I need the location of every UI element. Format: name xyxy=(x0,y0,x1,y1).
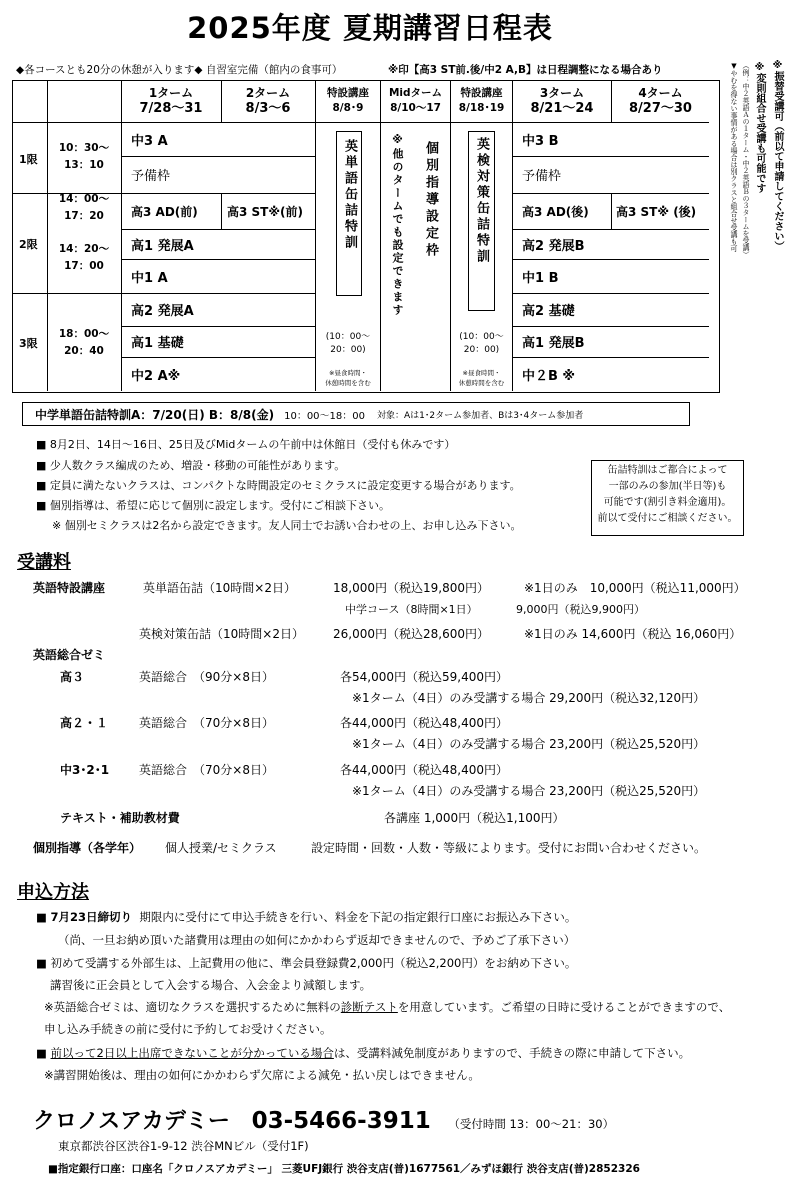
time-period1: 10：30〜 13：10 xyxy=(58,142,110,171)
header-term3: 3ターム 8/21〜24 xyxy=(530,86,594,116)
fee-oneterm: ※1ターム（4日）のみ受講する場合 29,200円（税込32,120円） xyxy=(352,691,706,705)
fee-note: 設定時間・回数・人数・等級によります。受付にお問い合わせください。 xyxy=(311,841,707,855)
fee-oneday: ※1日のみ 14,600円（税込 16,060円） xyxy=(524,627,742,641)
special1-time: (10：00〜 20：00) xyxy=(325,332,371,355)
class-cell: 中1 B xyxy=(522,270,559,286)
special1-note: ※昼食時間・ 休憩時間を含む xyxy=(325,369,371,387)
notice-bullet: ※ 個別セミクラスは2名から設定できます。友人同士でお誘い合わせの上、お申し込み下さい。 xyxy=(52,519,522,532)
fee-price: 各44,000円（税込48,400円） xyxy=(340,716,508,730)
fee-course: 個人授業/セミクラス xyxy=(165,841,277,855)
period-2: 2限 xyxy=(19,238,38,251)
class-cell: 中2 A※ xyxy=(131,368,181,384)
apply-line: （尚、一旦お納め頂いた諸費用は理由の如何にかかわらず返却できませんので、予めご了承下さい） xyxy=(58,933,576,947)
junior-camp-banner: 中学単語缶詰特訓 A：7/20(日) B：8/8(金) 10：00〜18：00 対象：Aは1･2ターム参加者、Bは3･4ターム参加者 xyxy=(22,402,690,426)
apply-line: 講習後に正会員として入会する場合、入会金より減額します。 xyxy=(50,978,372,992)
top-note-left: ◆各コースとも20分の休憩が入ります◆ 自習室完備（館内の食事可） xyxy=(16,64,343,76)
mid-note: ※他のタームでも設定できます xyxy=(391,133,404,317)
phone-number: 03-5466-3911 xyxy=(251,1108,431,1134)
side-note-transfer: ※振替受講可（前以て申請してください） xyxy=(772,60,783,251)
fee-course: 英単語缶詰（10時間×2日） xyxy=(143,581,296,595)
special2-note: ※昼食時間・ 休憩時間を含む xyxy=(458,369,505,387)
fee-oneterm: ※1ターム（4日）のみ受講する場合 23,200円（税込25,520円） xyxy=(352,737,706,751)
reception-hours: （受付時間 13：00〜21：30） xyxy=(448,1117,615,1131)
apply-line: ■ 前以って2日以上出席できないことが分かっている場合は、受講料減免制度がありますので、手続きの際に申請して下さい。 xyxy=(36,1046,691,1060)
apply-line: ※英語総合ゼミは、適切なクラスを選択するために無料の診断テストを用意しています。ご希望の日時に受けることができますので、 xyxy=(44,1000,731,1014)
special2-time: (10：00〜 20：00) xyxy=(459,332,504,355)
time-period2a: 14：00〜 17：20 xyxy=(58,193,110,222)
class-cell: 予備枠 xyxy=(131,169,171,184)
fee-category: 英語総合ゼミ xyxy=(33,648,106,662)
fee-course: 英語総合 （70分×8日） xyxy=(139,716,274,730)
class-cell: 予備枠 xyxy=(522,169,562,184)
schedule-table xyxy=(12,80,720,393)
class-cell: 高3 ST※(前) xyxy=(227,204,303,219)
class-cell: 中1 A xyxy=(131,270,168,286)
period-3: 3限 xyxy=(19,337,38,350)
apply-heading: 申込方法 xyxy=(17,882,89,903)
special2-title: 英検対策缶詰特訓 xyxy=(474,137,489,265)
side-note-other: ▼やむを得ない事情がある場合は別クラスと組合せ受講も可 xyxy=(730,62,738,252)
fee-course: 中学コース（8時間×1日） xyxy=(345,603,478,616)
notice-bullet: ■ 少人数クラス編成のため、増設・移動の可能性があります。 xyxy=(36,459,346,472)
header-term1: 1ターム 7/28〜31 xyxy=(139,86,203,116)
side-note-example: （例：中２英語Ａの１ターム・中２英語Ｂの３タームを受講） xyxy=(742,62,750,258)
fee-course: 英語総合 （90分×8日） xyxy=(139,670,274,684)
header-term4: 4ターム 8/27〜30 xyxy=(629,86,692,116)
fee-price: 各講座 1,000円（税込1,100円） xyxy=(384,811,565,825)
apply-line: ※講習開始後は、理由の如何にかかわらず欠席による減免・払い戻しはできません。 xyxy=(44,1068,480,1082)
fees-heading: 受講料 xyxy=(17,552,71,573)
camp-note-box: 缶詰特訓はご都合によって 一部のみの参加(半日等)も 可能です(割引き料金適用)。 前以て受付にご相談ください。 xyxy=(591,460,744,536)
page-title: 2025年度 夏期講習日程表 xyxy=(187,11,553,45)
side-note-combo: ※変則組合せ受講も可能です xyxy=(754,62,765,193)
class-cell: 中3 B xyxy=(522,133,559,149)
company-block xyxy=(33,1104,614,1135)
company-name: クロノスアカデミー xyxy=(33,1109,230,1134)
fee-category: 英語特設講座 xyxy=(33,581,106,595)
class-cell: 中２B ※ xyxy=(522,368,576,384)
class-cell: 高2 発展B xyxy=(522,238,585,254)
fee-grade: 高３ xyxy=(60,670,85,684)
special1-title: 英単語缶詰特訓 xyxy=(342,139,357,251)
period-1: 1限 xyxy=(19,153,38,166)
bank-account: ■指定銀行口座：口座名「クロノスアカデミー」 三菱UFJ銀行 渋谷支店(普)1677561／みずほ銀行 渋谷支店(普)2852326 xyxy=(48,1163,640,1175)
address: 東京都渋谷区渋谷1-9-12 渋谷MNビル（受付1F) xyxy=(58,1139,309,1153)
fee-course: 英検対策缶詰（10時間×2日） xyxy=(139,627,304,641)
fee-oneterm: ※1ターム（4日）のみ受講する場合 23,200円（税込25,520円） xyxy=(352,784,706,798)
class-cell: 高3 AD(後) xyxy=(522,204,589,219)
class-cell: 高2 基礎 xyxy=(522,304,575,319)
fee-grade: 中3･2･1 xyxy=(60,763,110,777)
mid-main: 個別指導設定枠 xyxy=(423,141,438,260)
class-cell: 高1 基礎 xyxy=(131,336,184,351)
time-period2b: 14：20〜 17：00 xyxy=(58,243,110,272)
top-note-right: ※印【高3 ST前.後/中2 A,B】は日程調整になる場合あり xyxy=(388,64,663,76)
fee-price: 18,000円（税込19,800円） xyxy=(333,581,489,595)
class-cell: 高1 発展A xyxy=(131,238,194,254)
fee-category: テキスト・補助教材費 xyxy=(60,811,180,825)
fee-course: 英語総合 （70分×8日） xyxy=(139,763,274,777)
header-term2: 2ターム 8/3〜6 xyxy=(245,86,291,116)
class-cell: 高2 発展A xyxy=(131,304,194,319)
class-cell: 高3 AD(前) xyxy=(131,204,198,219)
fee-price: 各44,000円（税込48,400円） xyxy=(340,763,508,777)
class-cell: 高3 ST※ (後) xyxy=(616,204,697,219)
fee-price: 9,000円（税込9,900円） xyxy=(516,603,645,616)
header-special2: 特設講座 8/18･19 xyxy=(458,87,505,114)
fee-price: 各54,000円（税込59,400円） xyxy=(340,670,508,684)
notice-bullet: ■ 8月2日、14日〜16日、25日及びMidタームの午前中は休館日（受付も休みです） xyxy=(36,438,456,451)
apply-line: ■ 7月23日締切り 期限内に受付にて申込手続きを行い、料金を下記の指定銀行口座にお振込み下さい。 xyxy=(36,910,577,924)
apply-line: ■ 初めて受講する外部生は、上記費用の他に、準会員登録費2,000円（税込2,200円）をお納め下さい。 xyxy=(36,956,577,970)
time-period3: 18：00〜 20：40 xyxy=(58,328,110,357)
class-cell: 中3 A xyxy=(131,133,168,149)
fee-price: 26,000円（税込28,600円） xyxy=(333,627,489,641)
class-cell: 高1 発展B xyxy=(522,336,585,351)
notice-bullet: ■ 個別指導は、希望に応じて個別に設定します。受付にご相談下さい。 xyxy=(36,499,391,512)
notice-bullet: ■ 定員に満たないクラスは、コンパクトな時間設定のセミクラスに設定変更する場合があります。 xyxy=(36,479,521,492)
header-special1: 特設講座 8/8･9 xyxy=(327,87,369,114)
fee-grade: 高２・１ xyxy=(60,716,109,730)
apply-line: 申し込み手続きの前に受付に予約してお受けください。 xyxy=(44,1022,332,1036)
fee-oneday: ※1日のみ 10,000円（税込11,000円） xyxy=(524,581,746,595)
fee-category: 個別指導（各学年） xyxy=(33,841,142,855)
header-mid: Midターム 8/10〜17 xyxy=(388,87,443,114)
